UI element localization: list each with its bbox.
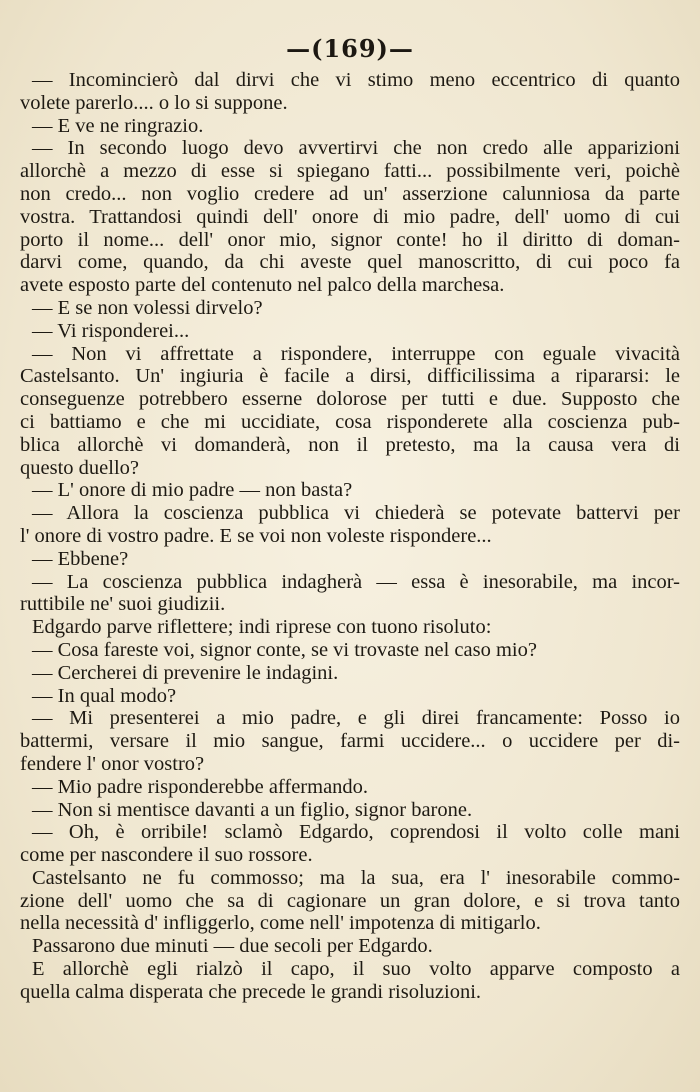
text-line: allorchè a mezzo di esse si spiegano fatti... possibilmente veri, poichè — [20, 160, 680, 183]
text-line: — E se non volessi dirvelo? — [32, 296, 263, 319]
text-line: quella calma disperata che precede le grandi risoluzioni. — [20, 980, 482, 1003]
text-line: avete esposto parte del contenuto nel palco della marchesa. — [20, 274, 505, 297]
text-line: — Mio padre risponderebbe affermando. — [32, 775, 369, 798]
text-line: darvi come, quando, da chi aveste quel manoscritto, di cui poco fa — [20, 251, 680, 274]
text-line: — Cercherei di prevenire le indagini. — [32, 661, 339, 684]
text-line: — Allora la coscienza pubblica vi chiederà se potevate battervi per — [32, 502, 680, 525]
text-line: come per nascondere il suo rossore. — [20, 844, 313, 867]
text-line: — La coscienza pubblica indagherà — essa è inesorabile, ma incor- — [32, 570, 680, 593]
text-line: vostra. Trattandosi quindi dell' onore di mio padre, dell' uomo di cui — [20, 205, 680, 228]
text-line: Castelsanto. Un' ingiuria è facile a dirsi, difficilissima a ripararsi: le — [20, 365, 680, 388]
text-line: — Cosa fareste voi, signor conte, se vi trovaste nel caso mio? — [32, 638, 537, 661]
text-line: — E ve ne ringrazio. — [32, 114, 204, 137]
text-line: — Oh, è orribile! sclamò Edgardo, coprendosi il volto colle mani — [32, 821, 680, 844]
page-number: —(169)— — [286, 34, 414, 63]
text-line: fendere l' onor vostro? — [20, 752, 205, 775]
text-line: blica allorchè vi domanderà, non il pretesto, ma la causa vera di — [20, 433, 680, 456]
text-line: conseguenze potrebbero esserne dolorose per tutti e due. Supposto che — [20, 388, 680, 411]
text-line: — Mi presenterei a mio padre, e gli direi francamente: Posso io — [32, 707, 680, 730]
text-line: questo duello? — [20, 456, 139, 479]
text-line: — In qual modo? — [32, 684, 177, 707]
text-line: — Non vi affrettate a rispondere, interruppe con eguale vivacità — [32, 342, 680, 365]
text-line: — L' onore di mio padre — non basta? — [32, 479, 353, 502]
text-line: — Incomincierò dal dirvi che vi stimo meno eccentrico di quanto — [32, 69, 680, 91]
body-text — [20, 69, 680, 1004]
text-line: nella necessità d' infliggerlo, come nell' impotenza di mitigarlo. — [20, 912, 541, 935]
text-line: porto il nome... dell' onor mio, signor conte! ho il diritto di doman- — [20, 228, 680, 251]
text-line: — Vi risponderei... — [32, 319, 190, 342]
text-line: Edgardo parve riflettere; indi riprese con tuono risoluto: — [32, 616, 492, 639]
text-line: — Non si mentisce davanti a un figlio, signor barone. — [32, 798, 473, 821]
text-line: volete parerlo.... o lo si suppone. — [20, 91, 288, 114]
text-line: Passarono due minuti — due secoli per Edgardo. — [32, 935, 433, 958]
text-line: ci battiamo e che mi uccidiate, cosa risponderete alla coscienza pub- — [20, 410, 680, 433]
text-line: zione dell' uomo che sa di cagionare un gran dolore, e si trova tanto — [20, 889, 680, 912]
text-line: battermi, versare il mio sangue, farmi uccidere... o uccidere per di- — [20, 730, 680, 753]
text-line: — In secondo luogo devo avvertirvi che non credo alle apparizioni — [32, 137, 680, 160]
text-line: E allorchè egli rialzò il capo, il suo volto apparve composto a — [32, 958, 680, 981]
text-line: l' onore di vostro padre. E se voi non voleste rispondere... — [20, 524, 492, 547]
text-line: non credo... non voglio credere ad un' asserzione calunniosa da parte — [20, 182, 680, 205]
text-line: ruttibile ne' suoi giudizii. — [20, 593, 226, 616]
text-line: Castelsanto ne fu commosso; ma la sua, era l' inesorabile commo- — [32, 866, 680, 889]
text-line: — Ebbene? — [32, 547, 129, 570]
